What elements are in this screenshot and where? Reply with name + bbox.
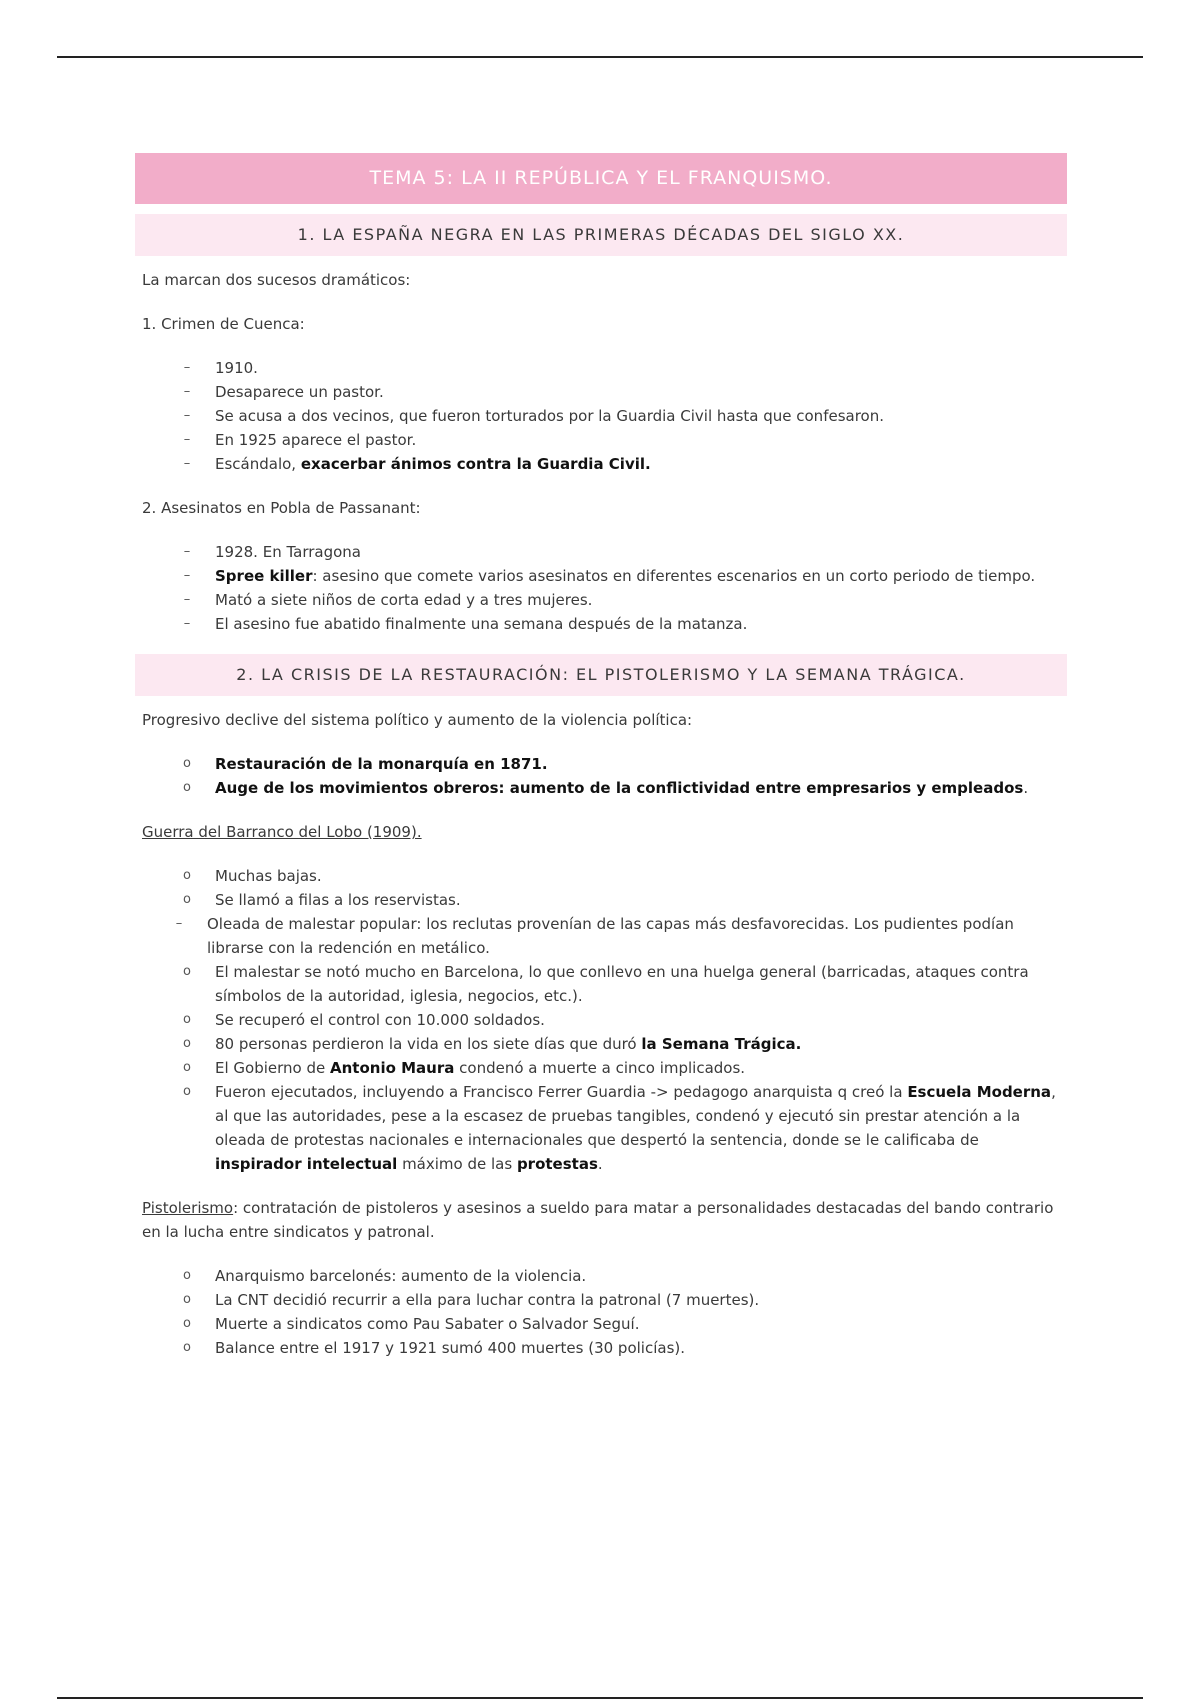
section2-intro: Progresivo declive del sistema político y aumento de la violencia política: bbox=[142, 711, 693, 729]
dash-marker: – bbox=[175, 916, 183, 931]
dash-marker: – bbox=[183, 544, 191, 559]
pistolerismo-definition: Pistolerismo: contratación de pistoleros y asesinos a sueldo para matar a personalidades destacadas del bando contrario en la lucha entre sindicatos y patronal. bbox=[142, 1199, 1054, 1241]
list-item: o Se recuperó el control con 10.000 soldados. bbox=[135, 1008, 1067, 1032]
emphasis: Auge de los movimientos obreros: aumento de la conflictividad entre empresarios y empleados bbox=[215, 779, 1024, 797]
emphasis: exacerbar ánimos contra la Guardia Civil. bbox=[300, 455, 651, 473]
list-item: o El malestar se notó mucho en Barcelona, lo que conllevo en una huelga general (barricadas, ataques contra símbolos de la autoridad, iglesia, negocios, etc.). bbox=[135, 960, 1067, 1008]
list-item: o Auge de los movimientos obreros: aumento de la conflictividad entre empresarios y empleados. bbox=[135, 776, 1067, 800]
circle-marker: o bbox=[183, 780, 191, 795]
bottom-rule bbox=[57, 1697, 1143, 1699]
emphasis: inspirador intelectual bbox=[215, 1155, 398, 1173]
pistolerismo-list bbox=[135, 1264, 1067, 1360]
crimen-heading: 1. Crimen de Cuenca: bbox=[142, 315, 305, 333]
list-item: o Fueron ejecutados, incluyendo a Francisco Ferrer Guardia -> pedagogo anarquista q creó la Escuela Moderna, al que las autoridades, pese a la escasez de pruebas tangibles, condenó y ejecutó sin prestar atención a la oleada de protestas nacionales e internacionales que despertó la sentencia, donde se le calificaba de inspirador intelectual máximo de las protestas. bbox=[135, 1080, 1067, 1176]
list-item: – Escándalo, exacerbar ánimos contra la Guardia Civil. bbox=[135, 452, 1067, 476]
circle-marker: o bbox=[183, 964, 191, 979]
list-item: o Muchas bajas. bbox=[135, 864, 1067, 888]
list-item: o Balance entre el 1917 y 1921 sumó 400 muertes (30 policías). bbox=[135, 1336, 1067, 1360]
crimen-list bbox=[135, 356, 1067, 476]
document-body bbox=[135, 153, 1067, 1360]
section-heading-1: 1. LA ESPAÑA NEGRA EN LAS PRIMERAS DÉCADAS DEL SIGLO XX. bbox=[135, 214, 1067, 256]
section-heading-2: 2. LA CRISIS DE LA RESTAURACIÓN: EL PISTOLERISMO Y LA SEMANA TRÁGICA. bbox=[135, 654, 1067, 696]
list-item: – Mató a siete niños de corta edad y a tres mujeres. bbox=[135, 588, 1067, 612]
circle-marker: o bbox=[183, 1340, 191, 1355]
guerra-list bbox=[135, 864, 1067, 1176]
list-item: – Se acusa a dos vecinos, que fueron torturados por la Guardia Civil hasta que confesaron. bbox=[135, 404, 1067, 428]
list-item: o Muerte a sindicatos como Pau Sabater o Salvador Seguí. bbox=[135, 1312, 1067, 1336]
dash-marker: – bbox=[183, 384, 191, 399]
dash-marker: – bbox=[183, 456, 191, 471]
asesinatos-heading: 2. Asesinatos en Pobla de Passanant: bbox=[142, 499, 421, 517]
emphasis: protestas bbox=[516, 1155, 598, 1173]
top-rule bbox=[57, 56, 1143, 58]
dash-marker: – bbox=[183, 432, 191, 447]
pistolerismo-term: Pistolerismo bbox=[142, 1199, 234, 1217]
list-item: – Oleada de malestar popular: los reclutas provenían de las capas más desfavorecidas. Los pudientes podían librarse con la redención en metálico. bbox=[135, 912, 1067, 960]
list-item: o La CNT decidió recurrir a ella para luchar contra la patronal (7 muertes). bbox=[135, 1288, 1067, 1312]
circle-marker: o bbox=[183, 1084, 191, 1099]
list-item: – En 1925 aparece el pastor. bbox=[135, 428, 1067, 452]
dash-marker: – bbox=[183, 568, 191, 583]
guerra-heading: Guerra del Barranco del Lobo (1909). bbox=[142, 823, 422, 841]
list-item: – El asesino fue abatido finalmente una semana después de la matanza. bbox=[135, 612, 1067, 636]
emphasis: la Semana Trágica. bbox=[641, 1035, 802, 1053]
emphasis: Restauración de la monarquía en 1871. bbox=[215, 755, 548, 773]
list-item: – 1928. En Tarragona bbox=[135, 540, 1067, 564]
circle-marker: o bbox=[183, 1036, 191, 1051]
circle-marker: o bbox=[183, 1060, 191, 1075]
list-item: o 80 personas perdieron la vida en los siete días que duró la Semana Trágica. bbox=[135, 1032, 1067, 1056]
document-title: TEMA 5: LA II REPÚBLICA Y EL FRANQUISMO. bbox=[135, 153, 1067, 204]
circle-marker: o bbox=[183, 756, 191, 771]
list-item: o El Gobierno de Antonio Maura condenó a muerte a cinco implicados. bbox=[135, 1056, 1067, 1080]
circle-marker: o bbox=[183, 1012, 191, 1027]
list-item: – Desaparece un pastor. bbox=[135, 380, 1067, 404]
emphasis: Antonio Maura bbox=[330, 1059, 455, 1077]
circle-marker: o bbox=[183, 868, 191, 883]
list-item: – Spree killer: asesino que comete varios asesinatos en diferentes escenarios en un corto periodo de tiempo. bbox=[135, 564, 1067, 588]
dash-marker: – bbox=[183, 592, 191, 607]
restauracion-list bbox=[135, 752, 1067, 800]
list-item: o Se llamó a filas a los reservistas. bbox=[135, 888, 1067, 912]
list-item bbox=[135, 752, 1067, 776]
list-item: o Anarquismo barcelonés: aumento de la violencia. bbox=[135, 1264, 1067, 1288]
dash-marker: – bbox=[183, 408, 191, 423]
dash-marker: – bbox=[183, 360, 191, 375]
list-item: – 1910. bbox=[135, 356, 1067, 380]
section1-intro: La marcan dos sucesos dramáticos: bbox=[142, 271, 411, 289]
asesinatos-list bbox=[135, 540, 1067, 636]
dash-marker: – bbox=[183, 616, 191, 631]
circle-marker: o bbox=[183, 1316, 191, 1331]
circle-marker: o bbox=[183, 1292, 191, 1307]
emphasis: Escuela Moderna bbox=[907, 1083, 1052, 1101]
circle-marker: o bbox=[183, 892, 191, 907]
emphasis: Spree killer bbox=[215, 567, 313, 585]
circle-marker: o bbox=[183, 1268, 191, 1283]
